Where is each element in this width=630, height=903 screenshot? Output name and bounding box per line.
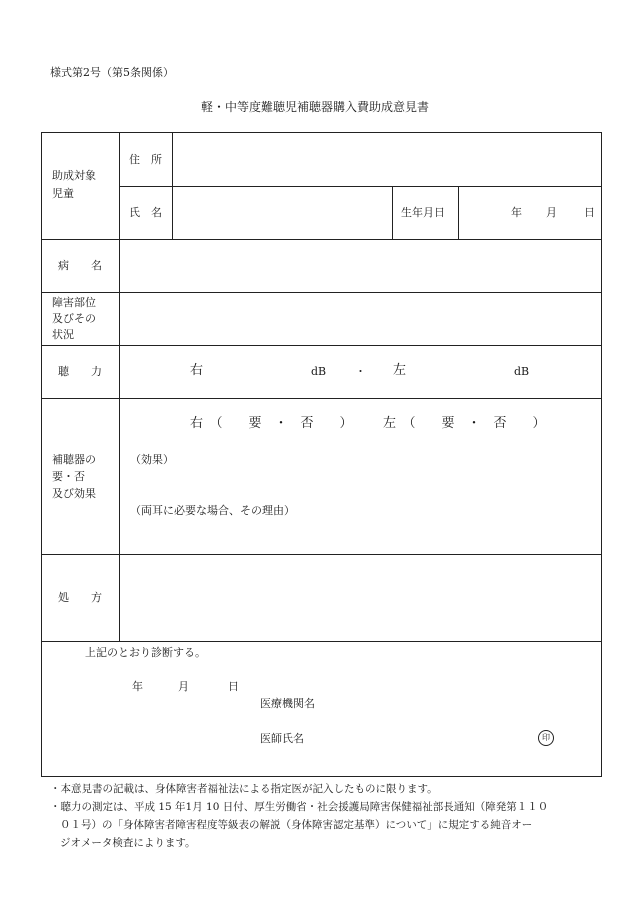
row-divider-hearing-aid bbox=[42, 554, 602, 555]
hearing-right-db: dB bbox=[311, 365, 327, 378]
birth-year-label: 年 bbox=[511, 206, 522, 219]
hearing-left-label: 左 bbox=[393, 363, 407, 378]
hearing-label: 聴 力 bbox=[58, 365, 102, 378]
hearing-aid-both-ears-label: （両耳に必要な場合、その理由） bbox=[130, 504, 295, 517]
subject-label-line1: 助成対象 bbox=[52, 169, 96, 182]
disease-label: 病 名 bbox=[58, 259, 102, 272]
address-row-divider bbox=[119, 186, 602, 187]
disorder-label-line2: 及びその bbox=[52, 312, 96, 325]
seal-mark: 印 bbox=[538, 730, 554, 746]
disorder-label-line3: 状況 bbox=[52, 328, 74, 341]
certification-day: 日 bbox=[228, 680, 239, 693]
row-divider-prescription bbox=[42, 641, 602, 642]
label-column-divider bbox=[119, 133, 120, 641]
address-label: 住 所 bbox=[129, 153, 162, 166]
certification-month: 月 bbox=[178, 680, 189, 693]
certification-statement: 上記のとおり診断する。 bbox=[85, 646, 206, 659]
birth-day-label: 日 bbox=[584, 206, 595, 219]
hearing-aid-label-line3: 及び効果 bbox=[52, 487, 96, 500]
row-divider-hearing bbox=[42, 398, 602, 399]
birth-label-divider-right bbox=[458, 186, 459, 239]
hearing-aid-effect-label: （効果） bbox=[130, 453, 174, 466]
birth-label-divider-left bbox=[392, 186, 393, 239]
row-divider-disease bbox=[42, 292, 602, 293]
note-item: ０１号）の「身体障害者障害程度等級表の解説（身体障害認定基準）について」に規定する純音オー bbox=[60, 819, 533, 831]
hearing-aid-left-choice[interactable]: 左 （ 要 ・ 否 ） bbox=[383, 416, 546, 431]
disorder-label-line1: 障害部位 bbox=[52, 296, 96, 309]
hearing-aid-label-line1: 補聴器の bbox=[52, 453, 96, 466]
note-item: ジオメータ検査によります。 bbox=[60, 837, 196, 849]
hearing-left-db: dB bbox=[514, 365, 530, 378]
birth-month-label: 月 bbox=[546, 206, 557, 219]
notes bbox=[50, 780, 548, 852]
subject-label-line2: 児童 bbox=[52, 187, 74, 200]
doctor-name-label: 医師氏名 bbox=[260, 732, 304, 745]
document-title: 軽・中等度難聴児補聴器購入費助成意見書 bbox=[200, 100, 429, 114]
hearing-aid-right-choice[interactable]: 右 （ 要 ・ 否 ） bbox=[190, 416, 353, 431]
opinion-form-table bbox=[41, 132, 602, 777]
birth-date-label: 生年月日 bbox=[401, 206, 445, 219]
note-item: ・本意見書の記載は、身体障害者福祉法による指定医が記入したものに限ります。 bbox=[50, 783, 438, 795]
row-divider-subject bbox=[42, 239, 602, 240]
form-number: 様式第2号（第5条関係） bbox=[50, 66, 174, 79]
certification-year: 年 bbox=[132, 680, 143, 693]
prescription-label: 処 方 bbox=[58, 591, 102, 604]
institution-label: 医療機関名 bbox=[260, 697, 315, 710]
hearing-right-label: 右 bbox=[190, 363, 204, 378]
note-item: ・聴力の測定は、平成 15 年1月 10 日付、厚生労働省・社会援護局障害保健福祉部長通知（障発第１１０ bbox=[50, 801, 549, 813]
name-label: 氏 名 bbox=[129, 206, 162, 219]
hearing-separator: ・ bbox=[355, 365, 366, 378]
hearing-aid-label-line2: 要・否 bbox=[52, 470, 85, 483]
row-divider-disorder bbox=[42, 345, 602, 346]
